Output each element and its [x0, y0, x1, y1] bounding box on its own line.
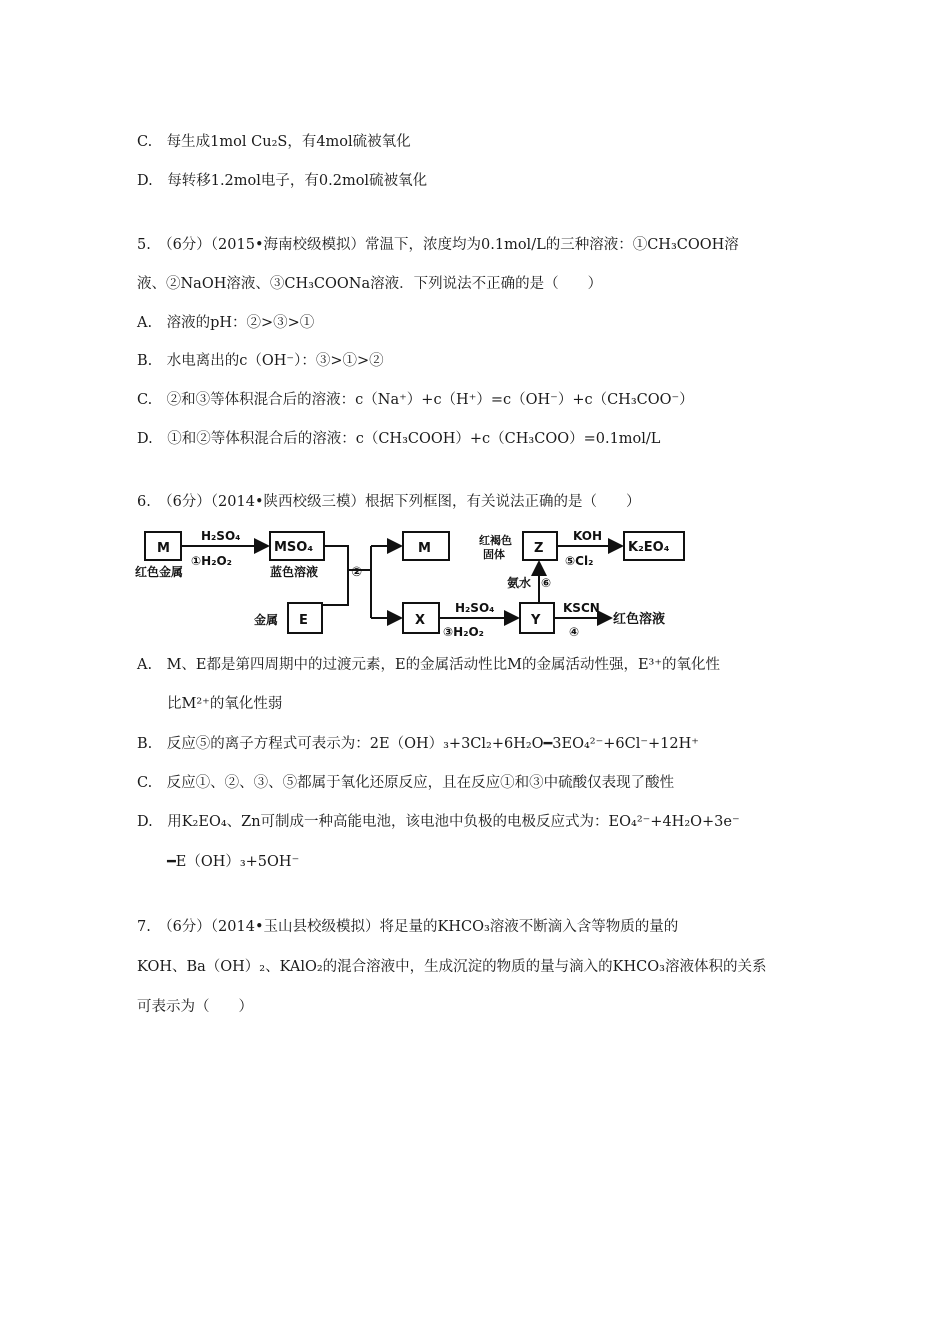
diagram-blue-solution: 蓝色溶液	[270, 565, 319, 579]
diagram-koh: KOH	[573, 529, 603, 543]
diagram-step4: ④	[569, 625, 580, 639]
q6-option-d-line-1: D. 用K₂EO₄、Zn可制成一种高能电池，该电池中负极的电极反应式为：EO₄²⁻+4H₂O+3e⁻	[137, 814, 740, 830]
q6-stem: 6. （6分）（2014•陕西校级三模）根据下列框图，有关说法正确的是（ ）	[137, 494, 641, 510]
q4-option-c: C. 每生成1mol Cu₂S，有4mol硫被氧化	[137, 134, 411, 150]
q7-stem-line-3: 可表示为（ ）	[137, 999, 253, 1015]
diagram-mso4: MSO₄	[274, 540, 314, 555]
q4-option-d: D. 每转移1.2mol电子，有0.2mol硫被氧化	[137, 173, 428, 189]
diagram-step3: ③H₂O₂	[443, 625, 484, 639]
diagram-red-metal: 红色金属	[135, 565, 184, 579]
diagram-red-solution: 红色溶液	[613, 612, 666, 627]
diagram-y: Y	[531, 613, 541, 628]
q6-option-a-line-1: A. M、E都是第四周期中的过渡元素，E的金属活动性比M的金属活动性强，E³⁺的氧化性	[137, 657, 720, 673]
q5-stem-line-1: 5. （6分）（2015•海南校级模拟）常温下，浓度均为0.1mol/L的三种溶液：①CH₃COOH溶	[137, 237, 739, 253]
diagram-step2: ②	[351, 565, 363, 580]
diagram-red-brown-2: 固体	[483, 548, 505, 561]
q6-option-b: B. 反应⑤的离子方程式可表示为：2E（OH）₃+3Cl₂+6H₂O━3EO₄²⁻+6Cl⁻+12H⁺	[137, 736, 699, 752]
q5-option-a: A. 溶液的pH：②>③>①	[137, 315, 315, 331]
diagram-kscn: KSCN	[563, 601, 600, 615]
q7-stem-line-1: 7. （6分）（2014•玉山县校级模拟）将足量的KHCO₃溶液不断滴入含等物质的量的	[137, 919, 679, 935]
q6-option-d-line-2: ━E（OH）₃+5OH⁻	[167, 854, 300, 870]
q6-option-a-line-2: 比M²⁺的氧化性弱	[167, 696, 283, 712]
q5-stem-line-2: 液、②NaOH溶液、③CH₃COONa溶液．下列说法不正确的是（ ）	[137, 276, 603, 292]
diagram-red-brown-1: 红褐色	[479, 534, 512, 547]
diagram-e: E	[299, 613, 308, 628]
reaction-flow-diagram	[133, 520, 693, 640]
diagram-m-2: M	[418, 541, 431, 556]
diagram-step6: ⑥	[541, 576, 552, 590]
q6-option-c: C. 反应①、②、③、⑤都属于氧化还原反应，且在反应①和③中硫酸仅表现了酸性	[137, 775, 675, 791]
diagram-h2so4-3: H₂SO₄	[455, 601, 495, 615]
diagram-step5: ⑤Cl₂	[565, 554, 594, 568]
diagram-ammonia: 氨水	[507, 576, 532, 590]
q5-option-c: C. ②和③等体积混合后的溶液：c（Na⁺）+c（H⁺）=c（OH⁻）+c（CH₃COO⁻）	[137, 392, 694, 408]
diagram-k2eo4: K₂EO₄	[628, 540, 670, 555]
q5-option-d: D. ①和②等体积混合后的溶液：c（CH₃COOH）+c（CH₃COO）=0.1mol/L	[137, 431, 661, 447]
q7-stem-line-2: KOH、Ba（OH）₂、KAlO₂的混合溶液中，生成沉淀的物质的量与滴入的KHCO₃溶液体积的关系	[137, 959, 767, 975]
diagram-step1: ①H₂O₂	[191, 554, 232, 568]
diagram-h2so4-1: H₂SO₄	[201, 529, 241, 543]
diagram-m: M	[157, 541, 170, 556]
q5-option-b: B. 水电离出的c（OH⁻）：③>①>②	[137, 353, 384, 369]
diagram-x: X	[415, 613, 426, 628]
diagram-metal: 金属	[254, 613, 279, 627]
diagram-z: Z	[534, 541, 544, 556]
